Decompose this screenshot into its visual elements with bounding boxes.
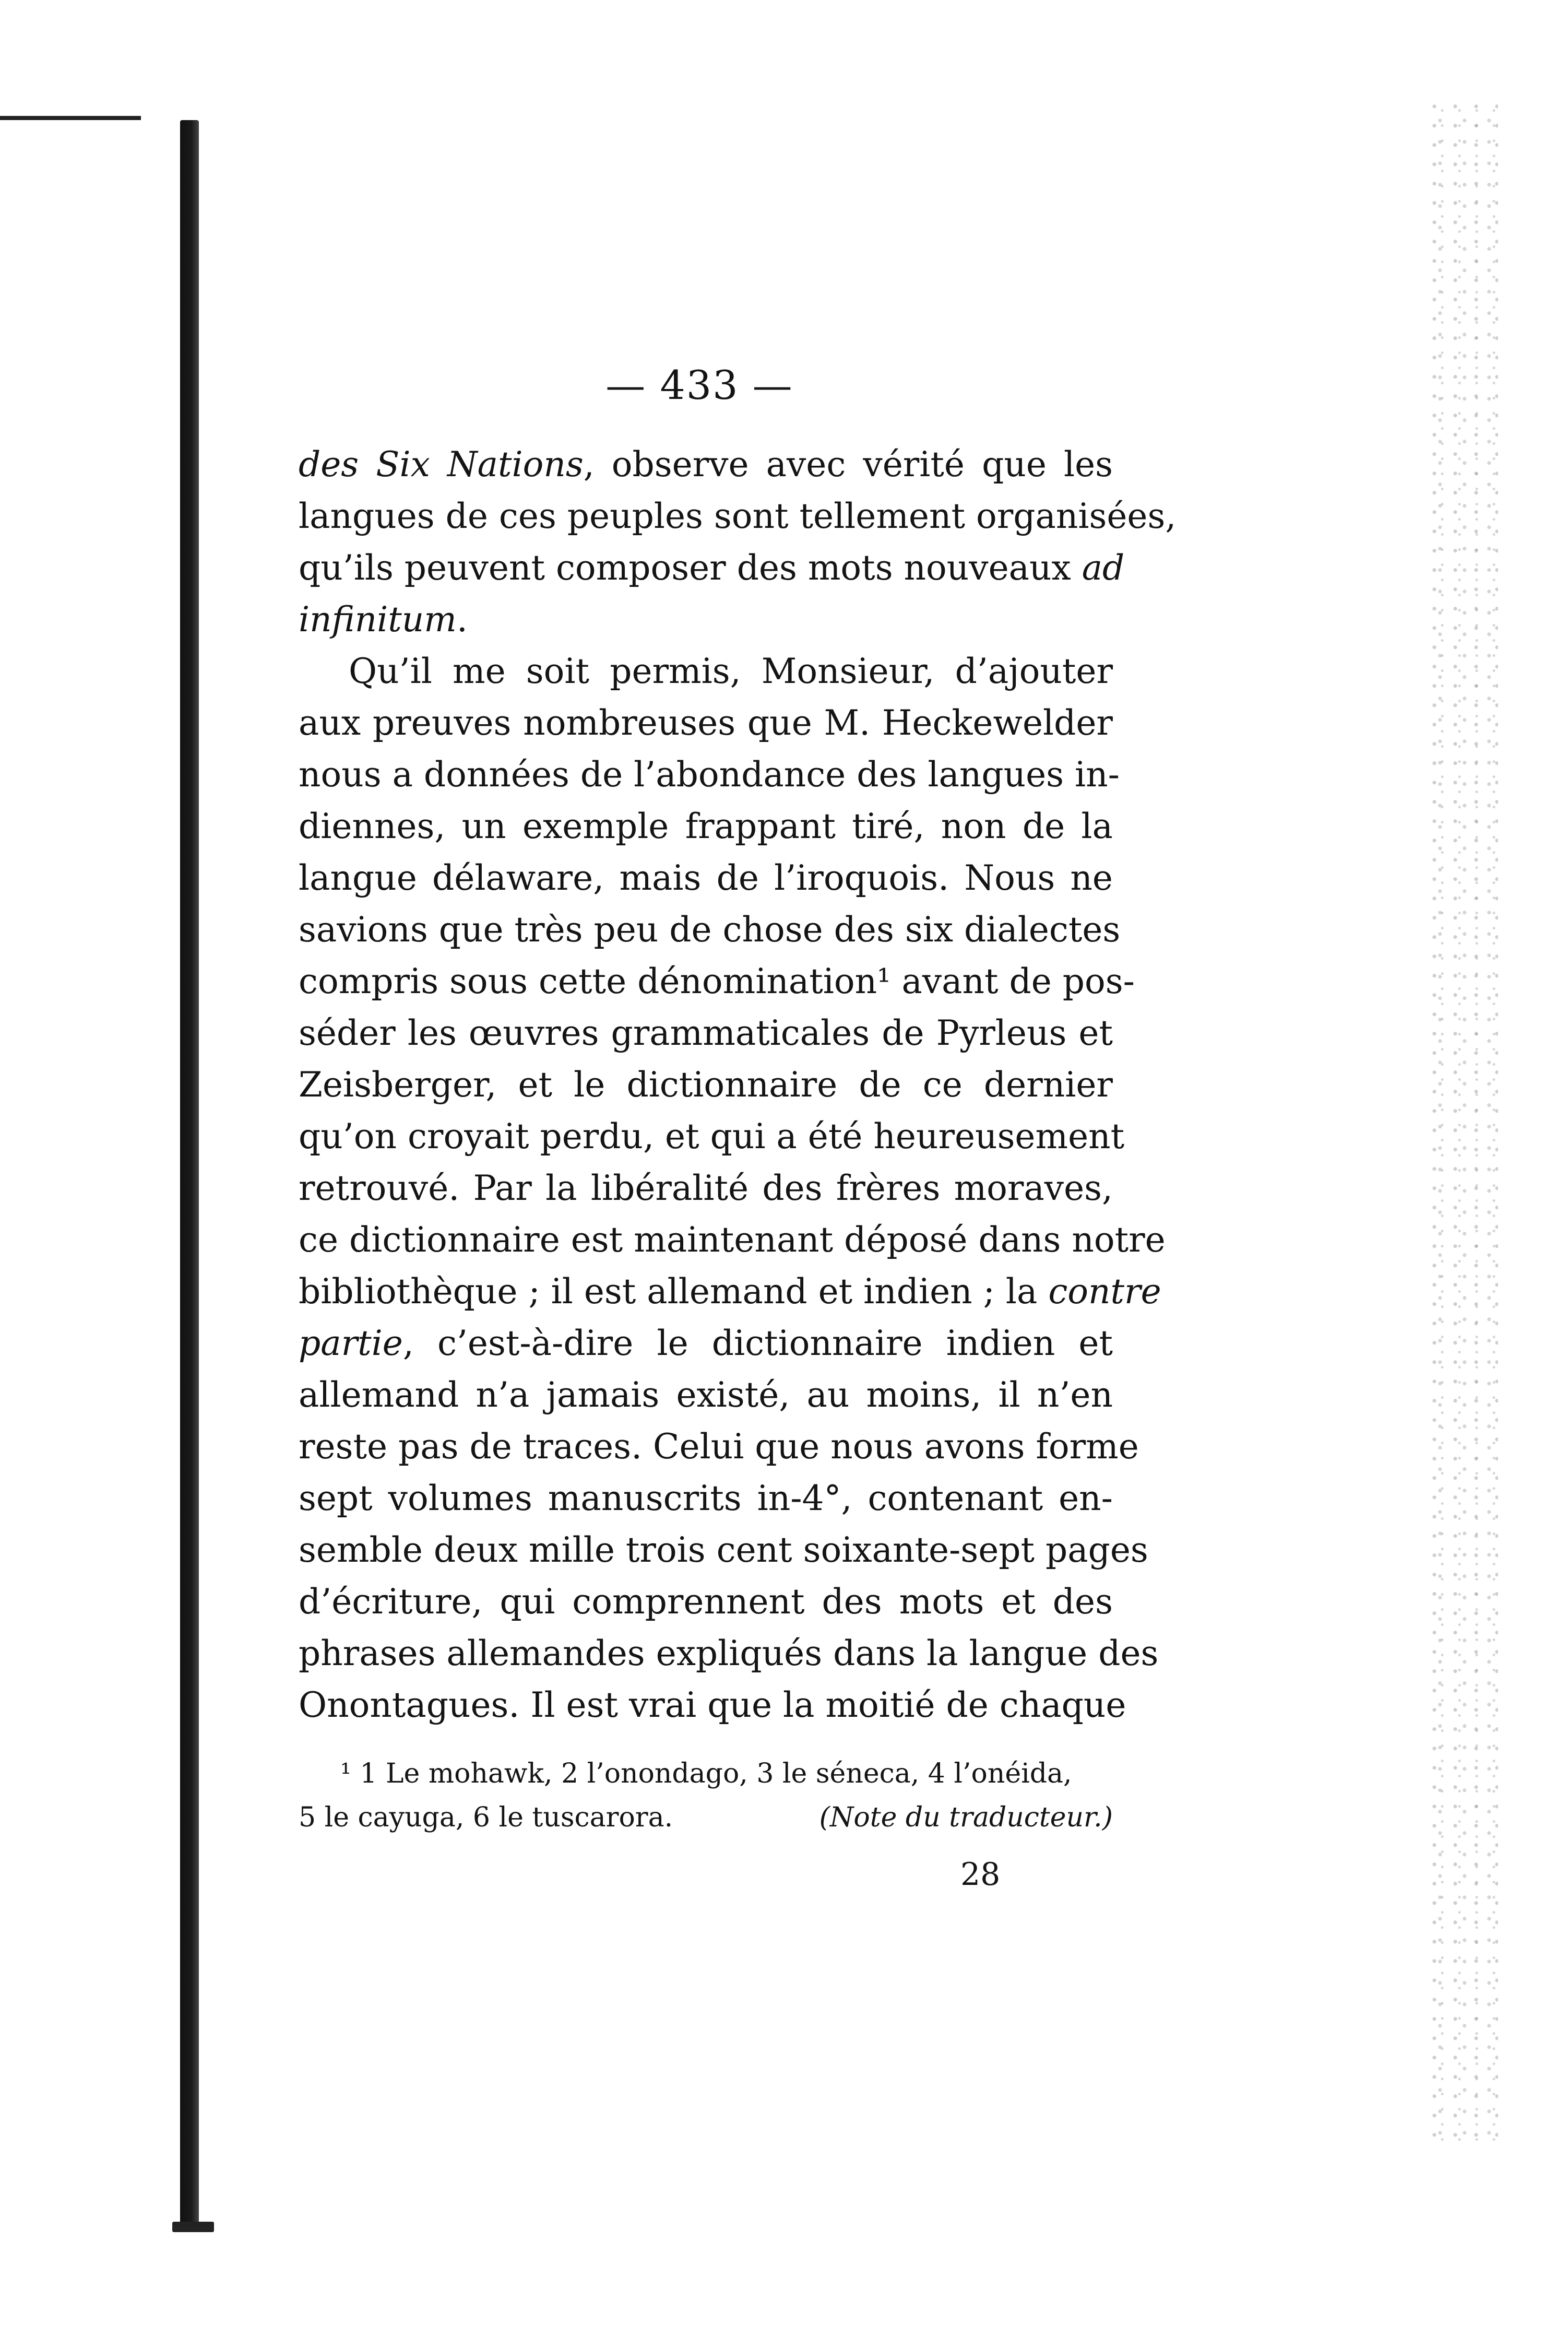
text-line [299, 1679, 1126, 1731]
text-segment: aux preuves nombreuses que M. Heckewelder [299, 703, 1113, 743]
text-line [299, 800, 1113, 852]
text-segment: Qu’il me soit permis, Monsieur, d’ajouter [349, 651, 1113, 691]
footnote [299, 1752, 1113, 1839]
text-line [299, 1007, 1113, 1059]
body-text [299, 439, 1177, 1731]
text-line [299, 1421, 1139, 1472]
italic-text: infinitum [299, 599, 457, 640]
text-segment: bibliothèque ; il est allemand et indien ; la [299, 1271, 1049, 1312]
signature-mark: 28 [960, 1856, 1001, 1893]
binding-edge-top [0, 116, 141, 120]
text-segment: d’écriture, qui comprennent des mots et des [299, 1582, 1113, 1622]
text-segment: nous a données de l’abondance des langues in- [299, 754, 1120, 795]
page-number: — 433 — [605, 362, 793, 408]
text-line [299, 697, 1113, 749]
text-segment: sept volumes manuscrits in-4°, contenant en- [299, 1478, 1113, 1518]
text-line [299, 439, 1113, 490]
italic-text: partie [299, 1323, 403, 1363]
text-line [299, 490, 1177, 542]
text-line [299, 749, 1120, 800]
text-line [299, 645, 1113, 697]
footnote-line-1: ¹ 1 Le mohawk, 2 l’onondago, 3 le séneca, 4 l’onéida, [340, 1758, 1072, 1789]
translator-note: (Note du traducteur.) [819, 1802, 1113, 1833]
text-segment: langue délaware, mais de l’iroquois. Nous ne [299, 858, 1113, 898]
italic-text: des Six Nations [299, 444, 584, 485]
text-segment: ce dictionnaire est maintenant déposé dans notre [299, 1220, 1166, 1260]
italic-text: ad [1082, 548, 1125, 588]
text-segment: qu’on croyait perdu, et qui a été heureusement [299, 1116, 1125, 1157]
text-segment: Onontagues. Il est vrai que la moitié de chaque [299, 1685, 1126, 1725]
text-line [299, 904, 1121, 956]
text-segment: langues de ces peuples sont tellement organisées, [299, 496, 1177, 536]
text-line [299, 1627, 1159, 1679]
text-line [299, 1162, 1113, 1214]
text-segment: compris sous cette dénomination¹ avant de pos- [299, 961, 1135, 1001]
text-line [299, 1317, 1113, 1369]
text-line [299, 1111, 1125, 1162]
text-line [299, 1059, 1113, 1111]
text-line [299, 1472, 1113, 1524]
text-segment: . [456, 599, 468, 640]
text-line [299, 1369, 1113, 1421]
text-line [299, 1266, 1161, 1317]
text-segment: allemand n’a jamais existé, au moins, il n’en [299, 1375, 1113, 1415]
text-line [299, 956, 1135, 1007]
text-line [299, 542, 1125, 594]
text-line [299, 1576, 1113, 1627]
italic-text: contre [1048, 1271, 1161, 1312]
text-segment: semble deux mille trois cent soixante-sept pages [299, 1530, 1148, 1570]
text-segment: , observe avec vérité que les [583, 444, 1113, 485]
text-segment: reste pas de traces. Celui que nous avons forme [299, 1426, 1139, 1467]
footnote-line-2 [299, 1796, 1113, 1839]
text-line [299, 1524, 1148, 1576]
scan-edge-noise [1430, 104, 1498, 2141]
text-segment: Zeisberger, et le dictionnaire de ce dernier [299, 1065, 1113, 1105]
text-segment: phrases allemandes expliqués dans la langue des [299, 1633, 1159, 1673]
footnote-line-2-text: 5 le cayuga, 6 le tuscarora. [299, 1802, 673, 1833]
text-segment: retrouvé. Par la libéralité des frères moraves, [299, 1168, 1113, 1208]
text-line [299, 852, 1113, 904]
text-segment: savions que très peu de chose des six dialectes [299, 910, 1121, 950]
text-segment: séder les œuvres grammaticales de Pyrleus et [299, 1013, 1113, 1053]
text-line [299, 594, 1113, 645]
text-line [299, 1214, 1166, 1266]
text-segment: qu’ils peuvent composer des mots nouveaux [299, 548, 1082, 588]
binding-edge-foot [172, 2222, 214, 2232]
binding-gutter [180, 120, 199, 2232]
text-segment: diennes, un exemple frappant tiré, non de la [299, 806, 1113, 846]
text-segment: , c’est-à-dire le dictionnaire indien et [402, 1323, 1113, 1363]
